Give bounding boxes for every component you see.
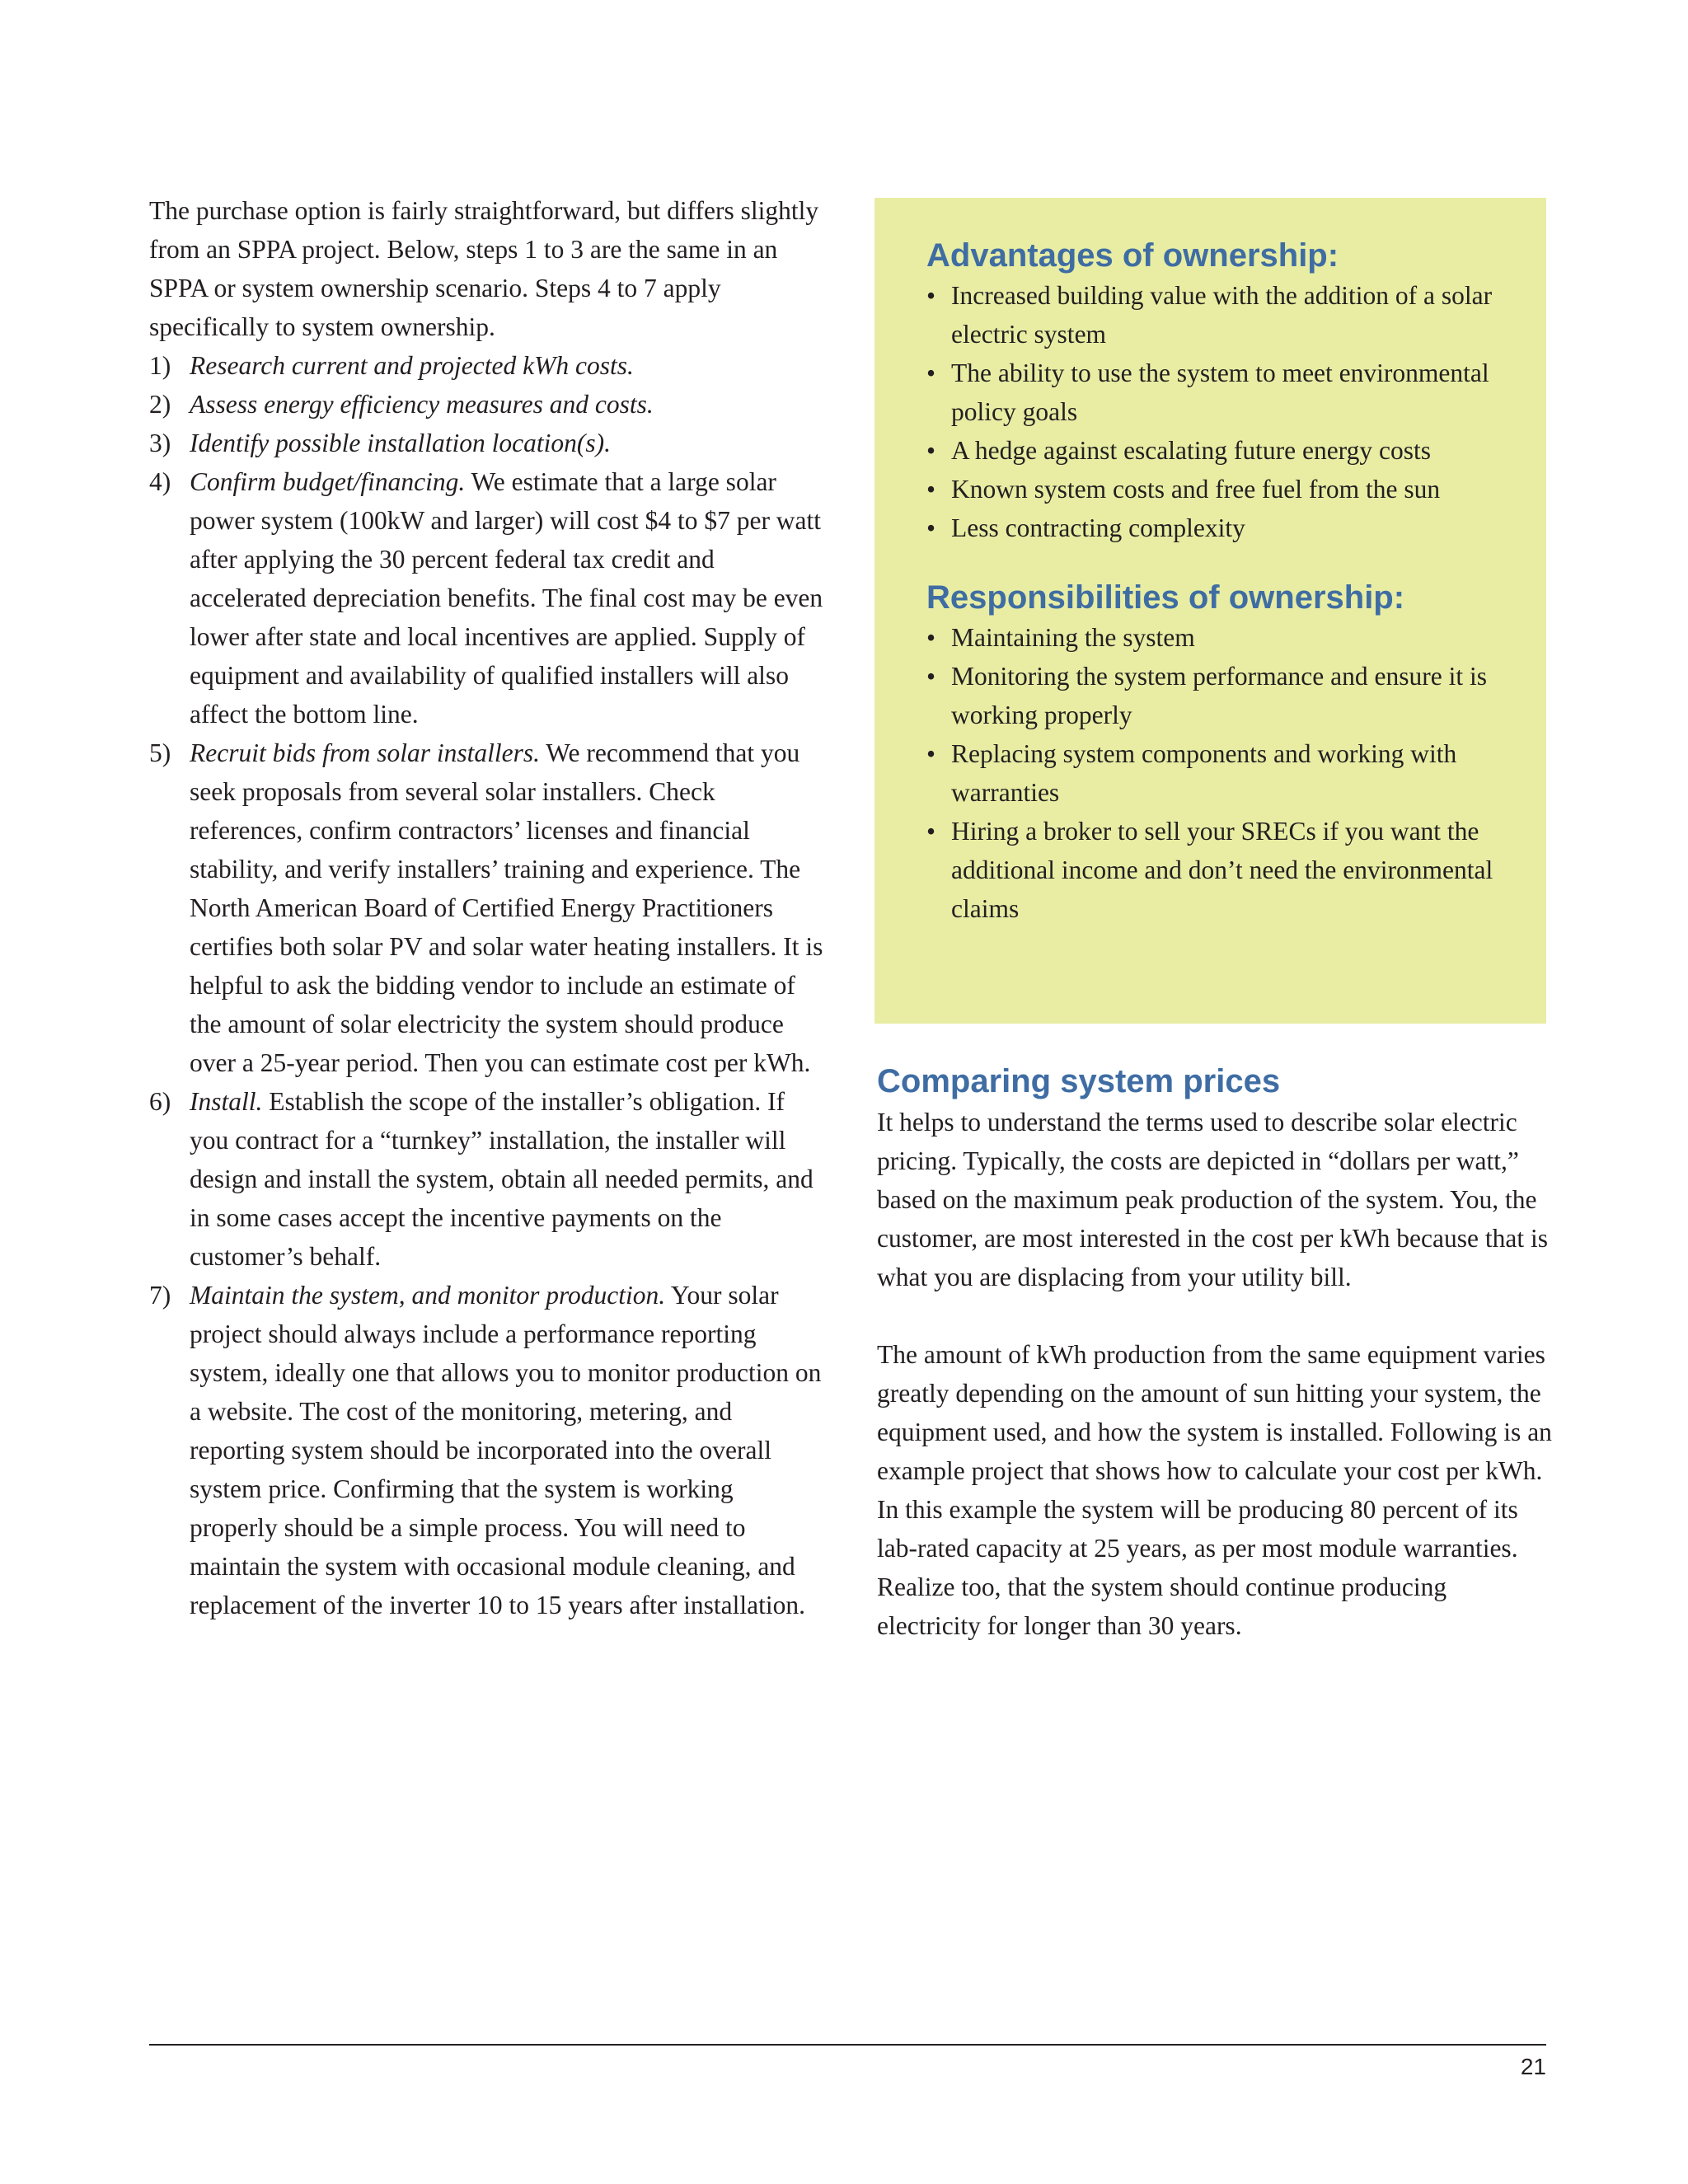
step-item bbox=[149, 462, 825, 733]
bullet-item: • Replacing system components and working with warranties bbox=[926, 734, 1513, 812]
advantages-list bbox=[926, 276, 1513, 547]
responsibilities-heading: Responsibilities of ownership: bbox=[926, 579, 1405, 616]
step-number: 4) bbox=[149, 467, 171, 496]
step-title: Maintain the system, and monitor production. bbox=[190, 1281, 666, 1310]
page-number: 21 bbox=[1520, 2054, 1546, 2079]
step-item bbox=[149, 385, 825, 424]
step-text: Establish the scope of the installer’s obligation. If you contract for a “turnkey” installation, the installer will design and install the system, obtain all needed permits, and in some cases accept the incentive payments on the customer’s behalf. bbox=[190, 1087, 814, 1271]
bullet-item: • Hiring a broker to sell your SRECs if you want the additional income and don’t need the environmental claims bbox=[926, 812, 1513, 928]
step-number: 3) bbox=[149, 429, 171, 457]
bullet-item: • Monitoring the system performance and ensure it is working properly bbox=[926, 657, 1513, 734]
bullet-item: • Less contracting complexity bbox=[926, 509, 1513, 547]
bullet-item: • The ability to use the system to meet environmental policy goals bbox=[926, 354, 1513, 431]
step-number: 2) bbox=[149, 390, 171, 419]
advantages-heading: Advantages of ownership: bbox=[926, 237, 1339, 274]
step-item bbox=[149, 733, 825, 1082]
step-number: 5) bbox=[149, 738, 171, 767]
step-number: 7) bbox=[149, 1281, 171, 1310]
step-text: We estimate that a large solar power system (100kW and larger) will cost $4 to $7 per watt after applying the 30 percent federal tax credit and accelerated depreciation benefits. The final cost may be even lower after state and local incentives are applied. Supply of equipment and availability of qualified installers will also affect the bottom line. bbox=[190, 467, 823, 729]
bullet-item: • Maintaining the system bbox=[926, 618, 1513, 657]
intro-paragraph: The purchase option is fairly straightforward, but differs slightly from an SPPA project. Below, steps 1 to 3 are the same in an SPPA or system ownership scenario. Steps 4 to 7 apply specifically to system ownership. bbox=[149, 196, 819, 341]
ownership-sidebar bbox=[874, 198, 1546, 1024]
step-text: Your solar project should always include a performance reporting system, ideally one that allows you to monitor production on a website. The cost of the monitoring, metering, and reporting system should be incorporated into the overall system price. Confirming that the system is working properly should be a simple process. You will need to maintain the system with occasional module cleaning, and replacement of the inverter 10 to 15 years after installation. bbox=[190, 1281, 822, 1619]
step-item bbox=[149, 1276, 825, 1624]
step-item bbox=[149, 1082, 825, 1276]
step-title: Assess energy efficiency measures and costs. bbox=[190, 390, 654, 419]
step-title: Identify possible installation location(s). bbox=[190, 429, 611, 457]
step-title: Install. bbox=[190, 1087, 263, 1116]
step-text: We recommend that you seek proposals from several solar installers. Check references, confirm contractors’ licenses and financial stability, and verify installers’ training and experience. The North American Board of Certified Energy Practitioners certifies both solar PV and solar water heating installers. It is helpful to ask the bidding vendor to include an estimate of the amount of solar electricity the system should produce over a 25-year period. Then you can estimate cost per kWh. bbox=[190, 738, 823, 1077]
comparing-paragraph: It helps to understand the terms used to describe solar electric pricing. Typically, the costs are depicted in “dollars per watt,” based on the maximum peak production of the system. You, the customer, are most interested in the cost per kWh because that is what you are displacing from your utility bill. bbox=[877, 1108, 1548, 1291]
bullet-item: • Increased building value with the addition of a solar electric system bbox=[926, 276, 1513, 354]
step-title: Recruit bids from solar installers. bbox=[190, 738, 540, 767]
step-item bbox=[149, 346, 825, 385]
comparing-heading: Comparing system prices bbox=[877, 1063, 1281, 1099]
step-number: 1) bbox=[149, 351, 171, 380]
comparing-section bbox=[877, 1060, 1553, 1645]
left-column bbox=[149, 191, 825, 1624]
step-title: Confirm budget/financing. bbox=[190, 467, 466, 496]
bullet-item: • A hedge against escalating future energy costs bbox=[926, 431, 1513, 470]
steps-list bbox=[149, 346, 825, 1624]
step-number: 6) bbox=[149, 1087, 171, 1116]
responsibilities-list bbox=[926, 618, 1513, 928]
step-item bbox=[149, 424, 825, 462]
step-title: Research current and projected kWh costs. bbox=[190, 351, 634, 380]
comparing-paragraph: The amount of kWh production from the same equipment varies greatly depending on the amount of sun hitting your system, the equipment used, and how the system is installed. Following is an example project that shows how to calculate your cost per kWh. In this example the system will be producing 80 percent of its lab-rated capacity at 25 years, as per most module warranties. Realize too, that the system should continue producing electricity for longer than 30 years. bbox=[877, 1340, 1552, 1640]
footer-divider bbox=[149, 2044, 1546, 2046]
bullet-item: • Known system costs and free fuel from the sun bbox=[926, 470, 1513, 509]
